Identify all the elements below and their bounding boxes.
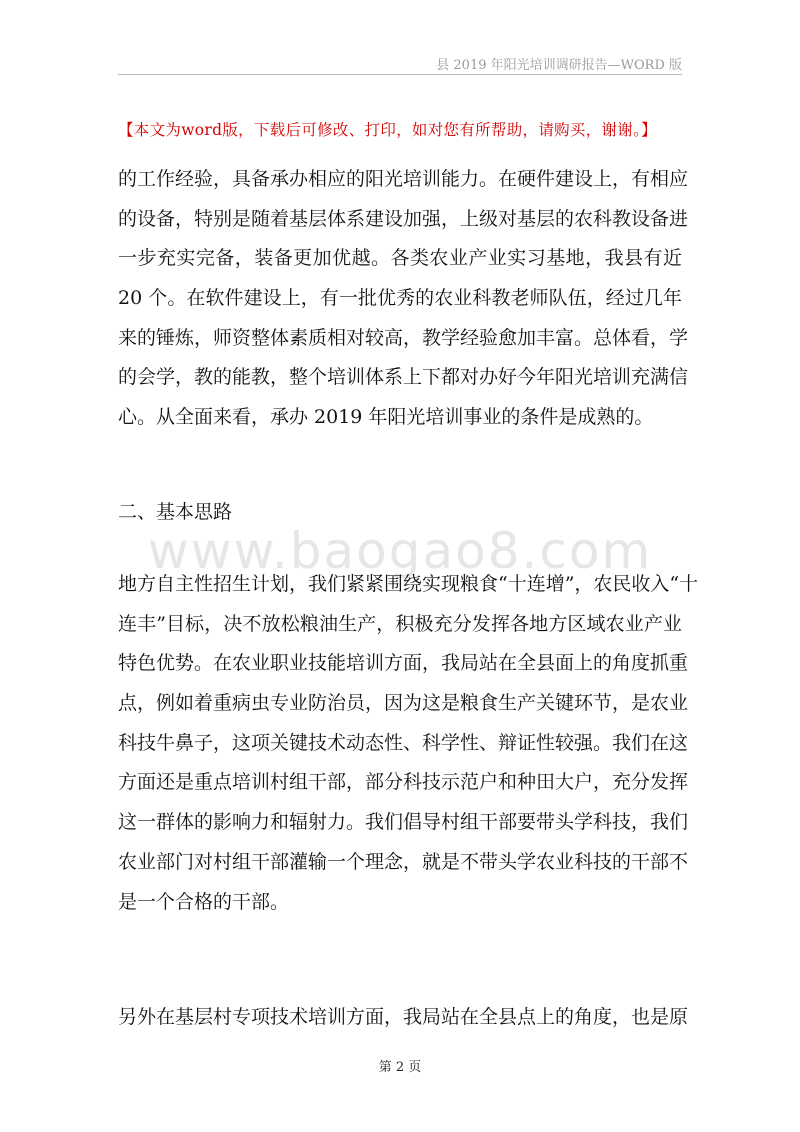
paragraph-2 <box>118 565 699 922</box>
download-notice: 【本文为word版，下载后可修改、打印，如对您有所帮助，请购买，谢谢。】 <box>118 121 657 139</box>
text-line: 的会学，教的能教，整个培训体系上下都对办好今年阳光培训充满信 <box>118 366 689 389</box>
paragraph-3 <box>118 998 689 1038</box>
text-line: 一步充实完备，装备更加优越。各类农业产业实习基地，我县有近 <box>118 247 682 270</box>
text-line: 地方自主性招生计划，我们紧紧围绕实现粮食“十连增”，农民收入“十 <box>118 573 699 595</box>
text-line: 另外在基层村专项技术培训方面，我局站在全县点上的角度，也是原 <box>118 1006 689 1028</box>
text-line: 的设备，特别是随着基层体系建设加强，上级对基层的农科教设备进 <box>118 207 689 230</box>
text-line: 是一个合格的干部。 <box>118 890 290 913</box>
watermark: www.baogao8.com <box>147 522 653 580</box>
text-line: 的工作经验，具备承办相应的阳光培训能力。在硬件建设上，有相应 <box>118 168 689 190</box>
section-heading: 二、基本思路 <box>118 501 233 523</box>
text-line: 方面还是重点培训村组干部，部分科技示范户和种田大户，充分发挥 <box>118 771 689 794</box>
page-number: 第 2 页 <box>378 1060 422 1075</box>
running-header: 县 2019 年阳光培训调研报告—WORD 版 <box>436 58 682 73</box>
text-line: 点，例如着重病虫专业防治员，因为这是粮食生产关键环节，是农业 <box>118 692 689 715</box>
header-divider <box>118 74 682 75</box>
text-line: 科技牛鼻子，这项关键技术动态性、科学性、辩证性较强。我们在这 <box>118 731 689 754</box>
text-line: 来的锤炼，师资整体素质相对较高，教学经验愈加丰富。总体看，学 <box>118 326 689 349</box>
text-line: 特色优势。在农业职业技能培训方面，我局站在全县面上的角度抓重 <box>118 652 689 675</box>
paragraph-1 <box>118 160 689 438</box>
text-line: 这一群体的影响力和辐射力。我们倡导村组干部要带头学科技，我们 <box>118 811 689 834</box>
text-line: 心。从全面来看，承办 2019 年阳光培训事业的条件是成熟的。 <box>118 406 654 429</box>
text-line: 连丰”目标，决不放松粮油生产，积极充分发挥各地方区域农业产业 <box>118 612 682 635</box>
text-line: 20 个。在软件建设上，有一批优秀的农业科教老师队伍，经过几年 <box>118 287 682 310</box>
text-line: 农业部门对村组干部灌输一个理念，就是不带头学农业科技的干部不 <box>118 850 689 873</box>
